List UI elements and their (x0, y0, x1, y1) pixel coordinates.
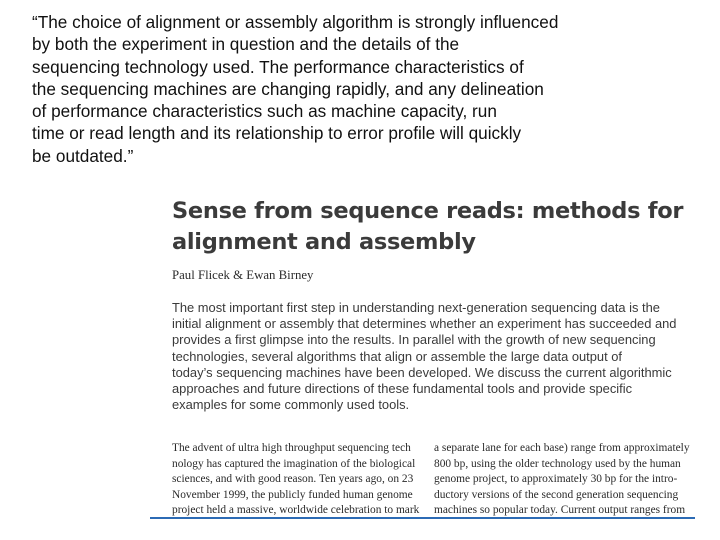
quote-line: by both the experiment in question and the details of the (32, 34, 460, 55)
body-line: project held a massive, worldwide celebration to mark (172, 504, 420, 517)
body-line: nology has captured the imagination of the biological (172, 457, 416, 470)
body-line: a separate lane for each base) range from approximately (434, 442, 690, 454)
abstract-line: examples for some commonly used tools. (172, 397, 410, 413)
body-line: 800 bp, using the older technology used by the human (434, 457, 681, 470)
abstract-line: technologies, several algorithms that align or assemble the large data output of (172, 348, 623, 364)
article-abstract (172, 300, 692, 413)
bottom-rule (150, 517, 695, 519)
body-line: ductory versions of the second generation sequencing (434, 488, 679, 501)
abstract-line: today’s sequencing machines have been developed. We discuss the current algorithmic (172, 364, 672, 380)
quote-line: the sequencing machines are changing rapidly, and any delineation (32, 78, 544, 99)
abstract-line: provides a first glimpse into the results. In parallel with the growth of new sequencing (172, 332, 656, 348)
body-line: machines so popular today. Current output ranges from (434, 504, 686, 517)
body-line: The advent of ultra high throughput sequencing tech (172, 442, 411, 454)
quote-line: time or read length and its relationship to error profile will quickly (32, 123, 522, 144)
body-line: genome project, to approximately 30 bp for the intro- (434, 473, 678, 486)
abstract-line: The most important first step in understanding next-generation sequencing data is the (172, 300, 660, 315)
quote-line: of performance characteristics such as machine capacity, run (32, 101, 497, 122)
article-excerpt (172, 196, 692, 413)
body-line: November 1999, the publicly funded human genome (172, 488, 413, 501)
quote-line: sequencing technology used. The performance characteristics of (32, 56, 524, 77)
body-line: sciences, and with good reason. Ten years ago, on 23 (172, 473, 414, 486)
article-title-line: Sense from sequence reads: methods for (172, 198, 684, 224)
abstract-line: approaches and future directions of these fundamental tools and provide specific (172, 381, 633, 397)
abstract-line: initial alignment or assembly that determines whether an experiment has succeeded and (172, 316, 677, 332)
body-column-left (172, 441, 419, 519)
article-title (172, 196, 692, 258)
article-authors: Paul Flicek & Ewan Birney (172, 268, 314, 282)
article-title-line: alignment and assembly (172, 229, 476, 255)
body-column-right (434, 441, 690, 519)
quote-line: be outdated.” (32, 145, 134, 166)
article-body (172, 441, 692, 519)
quote-text (32, 11, 692, 167)
quote-line: “The choice of alignment or assembly algorithm is strongly influenced (32, 12, 559, 32)
